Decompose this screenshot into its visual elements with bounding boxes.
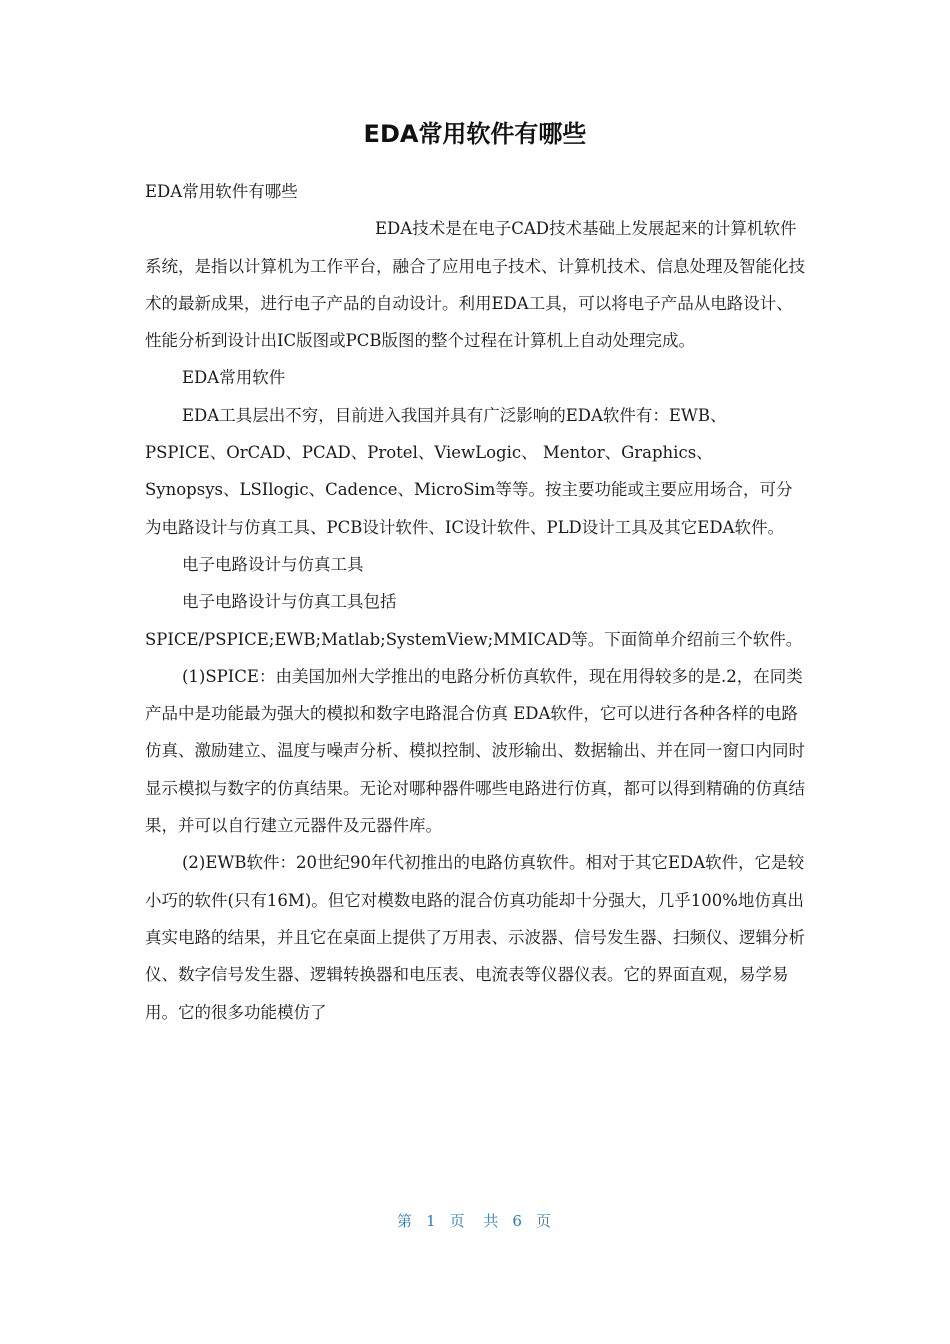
document-title: EDA常用软件有哪些 [363,120,587,148]
paragraph-eda-tools: EDA工具层出不穷，目前进入我国并具有广泛影响的EDA软件有：EWB、PSPICE、OrCAD、PCAD、Protel、ViewLogic、 Mentor、Graphics、Synopsys、LSIlogic、Cadence、MicroSim等等。按主要功能或主要应用场合，可分为电路设计与仿真工具、PCB设计软件、IC设计软件、PLD设计工具及其它EDA软件。 [145,405,793,537]
footer-prefix: 第 [397,1212,415,1230]
footer-middle: 页 共 [449,1212,501,1230]
paragraph-circuit-tools-intro: 电子电路设计与仿真工具包括 [182,592,397,612]
footer-page-number: 1 [426,1212,438,1230]
document-body [145,173,807,1031]
footer-total-pages: 6 [512,1212,524,1230]
paragraph-intro: EDA技术是在电子CAD技术基础上发展起来的计算机软件系统，是指以计算机为工作平台，融合了应用电子技术、计算机技术、信息处理及智能化技术的最新成果，进行电子产品的自动设计。利用EDA工具，可以将电子产品从电路设计、性能分析到设计出IC版图或PCB版图的整个过程在计算机上自动处理完成。 [145,219,805,351]
document-subtitle: EDA常用软件有哪些 [145,182,298,201]
paragraph-spice: (1)SPICE：由美国加州大学推出的电路分析仿真软件，现在用得较多的是.2，在同类产品中是功能最为强大的模拟和数字电路混合仿真 EDA软件，它可以进行各种各样的电路仿真、激励建立、温度与噪声分析、模拟控制、波形输出、数据输出、并在同一窗口内同时显示模拟与数字的仿真结果。无论对哪种器件哪些电路进行仿真，都可以得到精确的仿真结果，并可以自行建立元器件及元器件库。 [145,666,805,836]
section-heading-circuit-tools: 电子电路设计与仿真工具 [182,554,364,574]
section-heading-eda-software: EDA常用软件 [182,368,286,388]
footer-suffix: 页 [535,1212,553,1230]
page-footer [0,1210,950,1231]
paragraph-circuit-tools-list: SPICE/PSPICE;EWB;Matlab;SystemView;MMICAD等。下面简单介绍前三个软件。 [145,629,803,649]
paragraph-ewb: (2)EWB软件：20世纪90年代初推出的电路仿真软件。相对于其它EDA软件，它是较小巧的软件(只有16M)。但它对模数电路的混合仿真功能却十分强大，几乎100%地仿真出真实电路的结果，并且它在桌面上提供了万用表、示波器、信号发生器、扫频仪、逻辑分析仪、数字信号发生器、逻辑转换器和电压表、电流表等仪器仪表。它的界面直观，易学易用。它的很多功能模仿了 [145,853,805,1022]
